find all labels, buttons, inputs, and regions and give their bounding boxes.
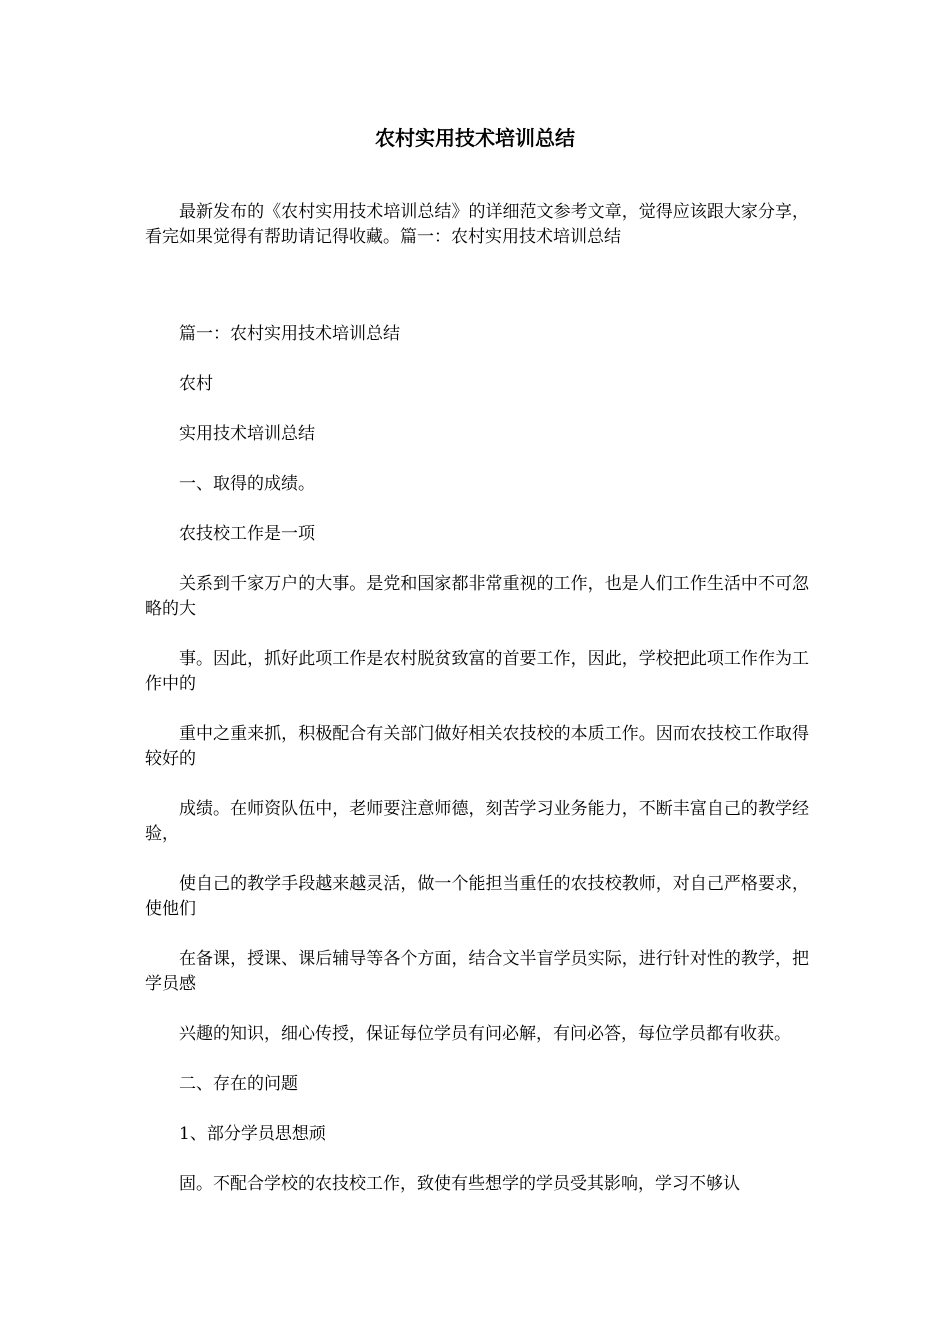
paragraph: 在备课，授课、课后辅导等各个方面，结合文半盲学员实际，进行针对性的教学，把学员感 [145,949,809,994]
paragraph: 关系到千家万户的大事。是党和国家都非常重视的工作，也是人们工作生活中不可忽略的大 [145,574,809,619]
paragraph: 农技校工作是一项 [179,524,315,544]
paragraph: 兴趣的知识，细心传授，保证每位学员有问必解，有问必答，每位学员都有收获。 [179,1024,791,1044]
document-title: 农村实用技术培训总结 [375,126,575,150]
section-heading: 二、存在的问题 [179,1074,298,1094]
intro-paragraph: 最新发布的《农村实用技术培训总结》的详细范文参考文章，觉得应该跟大家分享，看完如果觉得有帮助请记得收藏。篇一：农村实用技术培训总结 [145,202,809,247]
paragraph: 固。不配合学校的农技校工作，致使有些想学的学员受其影响，学习不够认 [179,1174,740,1194]
paragraph: 实用技术培训总结 [179,424,315,444]
paragraph: 使自己的教学手段越来越灵活，做一个能担当重任的农技校教师，对自己严格要求，使他们 [145,874,809,919]
document-body [145,200,809,1222]
section-heading: 一、取得的成绩。 [179,474,315,494]
paragraph: 成绩。在师资队伍中，老师要注意师德，刻苦学习业务能力，不断丰富自己的教学经验， [145,799,809,844]
paragraph: 农村 [179,374,213,394]
paragraph: 事。因此，抓好此项工作是农村脱贫致富的首要工作，因此，学校把此项工作作为工作中的 [145,649,809,694]
paragraph: 重中之重来抓，积极配合有关部门做好相关农技校的本质工作。因而农技校工作取得较好的 [145,724,809,769]
paragraph: 1、部分学员思想顽 [179,1124,326,1144]
section-heading: 篇一：农村实用技术培训总结 [179,324,400,344]
